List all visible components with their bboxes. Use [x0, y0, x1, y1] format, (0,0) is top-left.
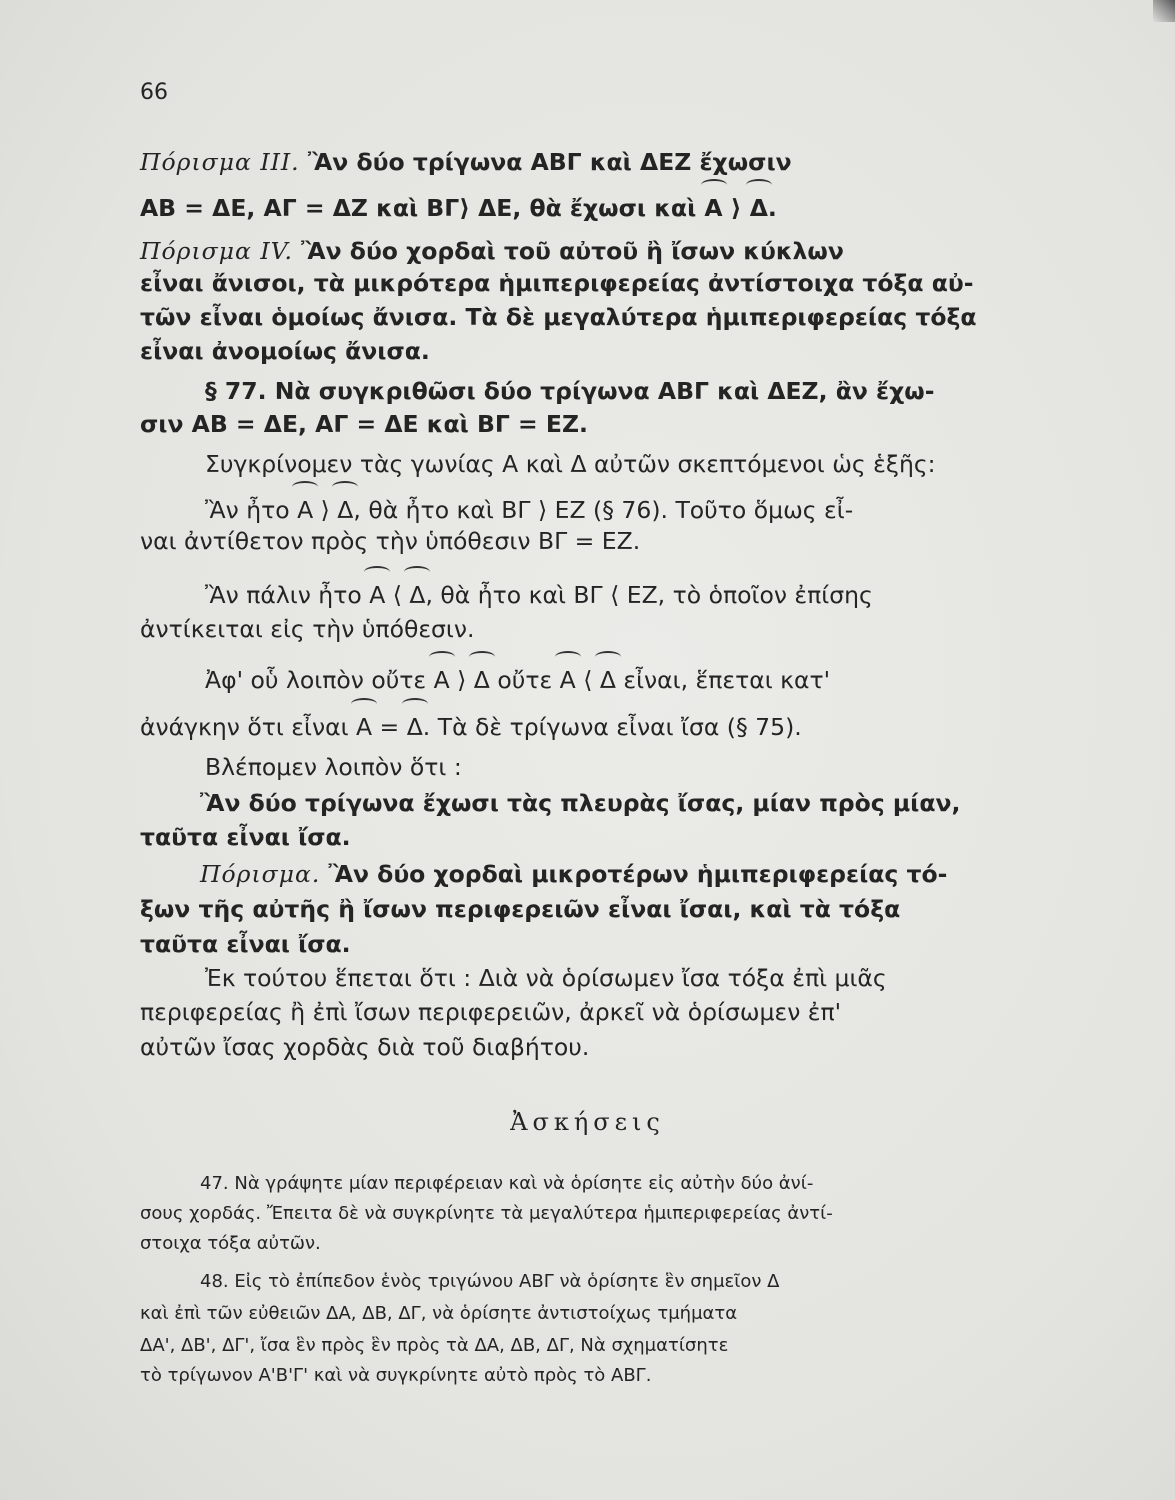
body-line — [205, 665, 830, 695]
angle-symbol: Δ — [406, 713, 423, 741]
exercise-line: τὸ τρίγωνον Α'Β'Γ' καὶ νὰ συγκρίνητε αὐτὸ πρὸς τὸ ΑΒΓ. — [140, 1365, 652, 1386]
angle-symbol: Δ — [749, 194, 768, 222]
body-line: ἀντίκειται εἰς τὴν ὑπόθεσιν. — [140, 615, 475, 643]
body-line: εἶναι ἀνομοίως ἄνισα. — [140, 337, 430, 365]
angle-symbol: Δ — [599, 666, 616, 694]
text-segment: ⟨ — [385, 581, 410, 609]
theorem-line: Ἂν δύο τρίγωνα ἔχωσι τὰς πλευρὰς ἴσας, μίαν πρὸς μίαν, — [200, 789, 961, 817]
exercise-line: στοιχα τόξα αὐτῶν. — [140, 1233, 321, 1254]
body-line: Βλέπομεν λοιπὸν ὅτι : — [205, 753, 462, 781]
body-line — [205, 495, 853, 525]
corollary-3-line-2 — [140, 193, 777, 223]
section-77-title-cont: σιν ΑΒ = ΔΕ, ΑΓ = ΔΕ καὶ ΒΓ = ΕΖ. — [140, 410, 588, 438]
corollary-3-label: Πόρισμα III. — [140, 148, 300, 176]
angle-symbol: Δ — [409, 581, 426, 609]
body-line — [140, 712, 802, 742]
text-segment: , θὰ ἦτο καὶ ΒΓ ⟨ ΕΖ, τὸ ὁποῖον ἐπίσης — [425, 581, 873, 609]
body-line: Ἐκ τούτου ἕπεται ὅτι : Διὰ νὰ ὁρίσωμεν ἴσα τόξα ἐπὶ μιᾶς — [205, 964, 887, 992]
angle-symbol: Δ — [473, 666, 490, 694]
exercise-line: 48. Εἰς τὸ ἐπίπεδον ἑνὸς τριγώνου ΑΒΓ νὰ ὁρίσητε ἓν σημεῖον Δ — [200, 1271, 780, 1292]
text-segment: οὔτε — [489, 666, 560, 694]
exercise-line: ΔΑ', ΔΒ', ΔΓ', ἴσα ἓν πρὸς ἓν πρὸς τὰ ΔΑ, ΔΒ, ΔΓ, Νὰ σχηματίσητε — [140, 1335, 729, 1356]
corollary-label: Πόρισμα. — [200, 860, 321, 888]
angle-symbol: Α — [433, 666, 450, 694]
text-segment: Ἀφ' οὗ λοιπὸν οὔτε — [205, 666, 434, 694]
text-segment: Ἂν δύο τρίγωνα ΑΒΓ καὶ ΔΕΖ ἔχωσιν — [307, 148, 792, 176]
exercise-line: 47. Νὰ γράψητε μίαν περιφέρειαν καὶ νὰ ὁρίσητε εἰς αὐτὴν δύο ἀνί- — [200, 1173, 814, 1194]
corollary-line: ταῦτα εἶναι ἴσα. — [140, 930, 351, 958]
text-segment: Ἂν δύο χορδαὶ μικροτέρων ἡμιπεριφερείας τό- — [328, 860, 948, 888]
corollary-line-1 — [200, 859, 947, 889]
body-line: ναι ἀντίθετον πρὸς τὴν ὑπόθεσιν ΒΓ = ΕΖ. — [140, 527, 641, 555]
text-segment: ἀνάγκην ὅτι εἶναι — [140, 713, 356, 741]
angle-symbol: Α — [704, 194, 723, 222]
corollary-line: ξων τῆς αὐτῆς ἢ ἴσων περιφερειῶν εἶναι ἴσαι, καὶ τὰ τόξα — [140, 895, 901, 923]
body-line: περιφερείας ἢ ἐπὶ ἴσων περιφερειῶν, ἀρκεῖ νὰ ὁρίσωμεν ἐπ' — [140, 998, 842, 1026]
page-corner-shadow — [1153, 0, 1175, 22]
theorem-line: ταῦτα εἶναι ἴσα. — [140, 823, 351, 851]
text-segment: . Τὰ δὲ τρίγωνα εἶναι ἴσα (§ 75). — [422, 713, 802, 741]
body-line: τῶν εἶναι ὁμοίως ἄνισα. Τὰ δὲ μεγαλύτερα ἡμιπεριφερείας τόξα — [140, 303, 977, 331]
text-segment: . — [767, 194, 777, 222]
exercise-line: καὶ ἐπὶ τῶν εὐθειῶν ΔΑ, ΔΒ, ΔΓ, νὰ ὁρίσητε ἀντιστοίχως τμήματα — [140, 1303, 738, 1324]
text-segment: , θὰ ἦτο καὶ ΒΓ ⟩ ΕΖ (§ 76). Τοῦτο ὅμως εἶ- — [353, 496, 854, 524]
angle-symbol: Α — [559, 666, 576, 694]
text-segment: ⟨ — [575, 666, 600, 694]
body-line: εἶναι ἄνισοι, τὰ μικρότερα ἡμιπεριφερείας ἀντίστοιχα τόξα αὐ- — [140, 269, 974, 297]
text-segment: Ἂν πάλιν ἦτο — [205, 581, 370, 609]
text-segment: ⟩ — [722, 194, 750, 222]
text-segment: Ἂν ἦτο — [205, 496, 298, 524]
body-line: Συγκρίνομεν τὰς γωνίας Α καὶ Δ αὐτῶν σκεπτόμενοι ὡς ἑξῆς: — [205, 450, 936, 478]
text-segment: ⟩ — [449, 666, 474, 694]
text-segment: εἶναι, ἕπεται κατ' — [615, 666, 831, 694]
angle-symbol: Δ — [337, 496, 354, 524]
text-segment: = — [372, 713, 407, 741]
text-segment: ΑΒ = ΔΕ, ΑΓ = ΔΖ καὶ ΒΓ⟩ ΔΕ, θὰ ἔχωσι καὶ — [140, 194, 705, 222]
body-line: αὐτῶν ἴσας χορδὰς διὰ τοῦ διαβήτου. — [140, 1033, 590, 1061]
exercises-heading: Ἀσκήσεις — [510, 1108, 665, 1136]
text-segment: ⟩ — [313, 496, 338, 524]
exercise-line: σους χορδάς. Ἔπειτα δὲ νὰ συγκρίνητε τὰ μεγαλύτερα ἡμιπεριφερείας ἀντί- — [140, 1203, 833, 1224]
corollary-3-line-1 — [140, 147, 792, 177]
corollary-4-label: Πόρισμα IV. — [140, 237, 293, 265]
angle-symbol: Α — [356, 713, 373, 741]
angle-symbol: Α — [297, 496, 314, 524]
text-segment: Ἂν δύο χορδαὶ τοῦ αὐτοῦ ἢ ἴσων κύκλων — [301, 237, 844, 265]
section-77-title: § 77. Νὰ συγκριθῶσι δύο τρίγωνα ΑΒΓ καὶ ΔΕΖ, ἂν ἔχω- — [205, 377, 935, 405]
body-line — [205, 580, 873, 610]
page-number: 66 — [140, 80, 168, 105]
angle-symbol: Α — [369, 581, 386, 609]
corollary-4-line-1 — [140, 236, 844, 266]
